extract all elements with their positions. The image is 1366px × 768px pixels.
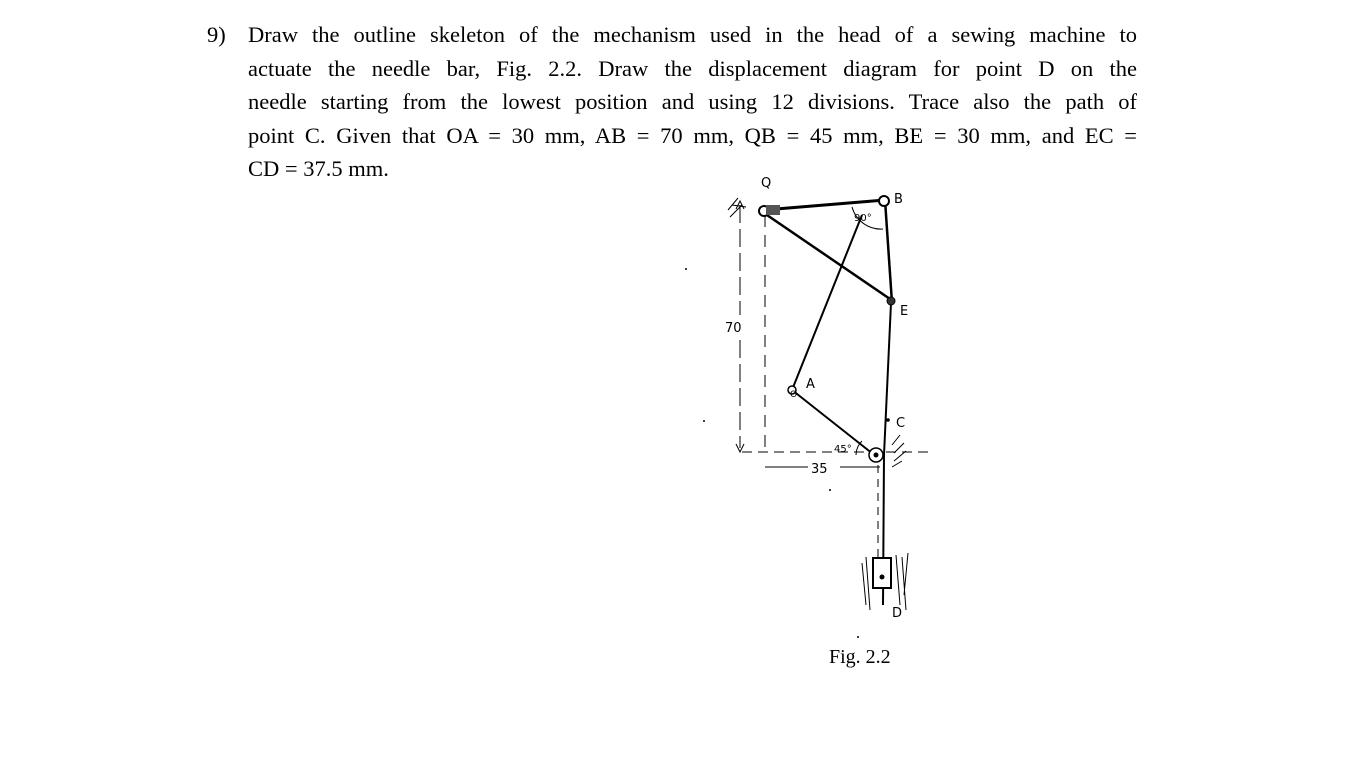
link-q-to-e: [764, 213, 890, 299]
mechanism-drawing: [680, 165, 940, 645]
problem-line-3: needle starting from the lowest position and using 12 divisions. Trace also the path of: [248, 89, 1137, 115]
label-a: A: [806, 377, 815, 392]
mechanism-figure: [680, 165, 940, 645]
angle-label-90: 90°: [854, 213, 872, 224]
stray-dot: [829, 489, 831, 491]
problem-text: [248, 18, 1137, 186]
link-ab: [792, 215, 862, 390]
label-d: D: [892, 606, 903, 621]
label-q: Q: [761, 176, 772, 191]
problem-line-2: actuate the needle bar, Fig. 2.2. Draw the displacement diagram for point D on the: [248, 55, 1137, 81]
dimension-label-35: 35: [811, 462, 828, 477]
link-be: [885, 200, 892, 303]
link-qb: [764, 200, 885, 210]
problem-statement: [207, 18, 1137, 186]
pivot-o-center: [874, 453, 879, 458]
stray-dot: [685, 268, 687, 270]
problem-number: 9): [207, 22, 226, 47]
dimension-label-70: 70: [725, 321, 742, 336]
label-e: E: [900, 304, 909, 319]
problem-line-5: CD = 37.5 mm.: [248, 156, 389, 182]
label-o: O: [790, 390, 798, 400]
point-c-marker: [886, 418, 890, 422]
stray-dot: [857, 636, 859, 638]
needle-guide-block: [873, 558, 891, 588]
pivot-b: [879, 196, 889, 206]
label-c: C: [896, 416, 906, 431]
angle-label-45: 45°: [834, 444, 852, 455]
needle-bar-upper: [884, 303, 891, 455]
problem-line-1: Draw the outline skeleton of the mechanism used in the head of a sewing machine to: [248, 22, 1137, 47]
problem-line-4: point C. Given that OA = 30 mm, AB = 70 mm, QB = 45 mm, BE = 30 mm, and EC =: [248, 122, 1137, 148]
ground-hatch-o: [892, 435, 906, 467]
link-oa: [792, 390, 873, 454]
stray-dot: [703, 420, 705, 422]
pivot-q-block: [766, 205, 780, 215]
point-d-marker: [880, 575, 885, 580]
label-b: B: [894, 192, 903, 207]
figure-caption: Fig. 2.2: [829, 646, 891, 668]
pivot-e: [887, 297, 895, 305]
